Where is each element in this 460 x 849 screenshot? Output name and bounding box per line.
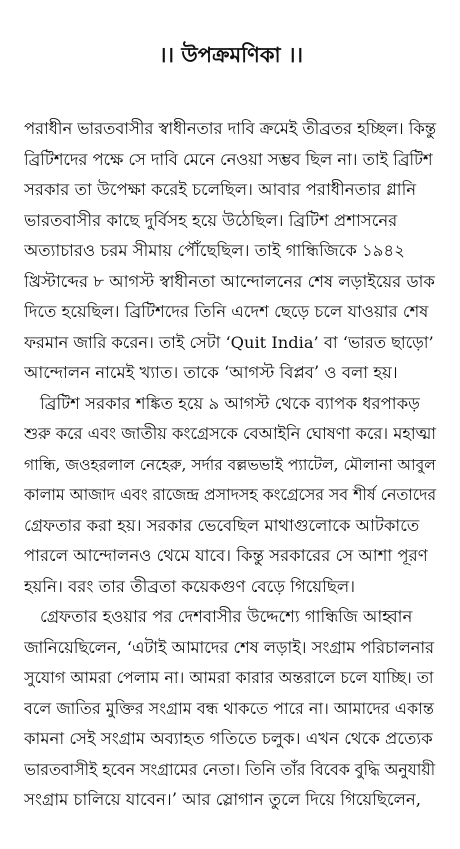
text-line: শুরু করে এবং জাতীয় কংগ্রেসকে বেআইনি ঘোষণা করে। মহাত্মা [24,424,436,443]
text-line: সংগ্রাম চালিয়ে যাবেন।’ আর স্লোগান তুলে দিয়ে গিয়েছিলেন, [24,790,421,809]
text-line: গ্রেফতার হওয়ার পর দেশবাসীর উদ্দেশ্যে গান্ধিজি আহ্বান [40,607,413,626]
text-line: জানিয়েছিলেন, ‘এটাই আমাদের শেষ লড়াই। সংগ্রাম পরিচালনার [24,637,434,657]
text-line: গান্ধি, জওহরলাল নেহেরু, সর্দার বল্লভভাই প্যাটেল, মৌলানা আবুল [24,455,436,474]
paragraph-1 [24,114,438,389]
text-line: আন্দোলন নামেই খ্যাত। তাকে ‘আগস্ট বিপ্লব’ ও বলা হয়। [24,363,398,382]
text-line: গ্রেফতার করা হয়। সরকার ভেবেছিল মাথাগুলোকে আটকাতে [24,515,420,535]
body-text [24,114,438,816]
text-line: কামনা সেই সংগ্রাম অব্যাহত গতিতে চলুক। এখন থেকে প্রত্যেক [24,729,433,748]
text-line: ফরমান জারি করেন। তাই সেটা ‘Quit India’ বা ‘ভারত ছাড়ো’ [24,332,434,352]
text-line: খ্রিস্টাব্দের ৮ আগস্ট স্বাধীনতা আন্দোলনের শেষ লড়াইয়ের ডাক [24,271,435,291]
text-line: পারলে আন্দোলনও থেমে যাবে। কিন্তু সরকারের সে আশা পূরণ [24,546,428,565]
text-line: অত্যাচারও চরম সীমায় পৌঁছেছিল। তাই গান্ধিজিকে ১৯৪২ [24,241,405,260]
text-line: কালাম আজাদ এবং রাজেন্দ্র প্রসাদসহ কংগ্রেসের সব শীর্ষ নেতাদের [24,485,437,504]
text-line: সুযোগ আমরা পেলাম না। আমরা কারার অন্তরালে চলে যাচ্ছি। তা [24,668,434,687]
paragraph-2 [24,389,438,603]
page-title: ।। উপক্রমণিকা ।। [159,42,303,67]
text-line: ভারতবাসীর কাছে দুর্বিসহ হয়ে উঠেছিল। ব্রিটিশ প্রশাসনের [24,210,398,230]
text-line: দিতে হয়েছিল। ব্রিটিশদের তিনি এদেশ ছেড়ে চলে যাওয়ার শেষ [24,302,429,321]
paragraph-3 [24,602,438,816]
text-line: সরকার তা উপেক্ষা করেই চলেছিল। আবার পরাধীনতার গ্লানি [24,180,417,199]
text-line: ব্রিটিশ সরকার শঙ্কিত হয়ে ৯ আগস্ট থেকে ব্যাপক ধরপাকড় [40,393,420,413]
text-line: বলে জাতির মুক্তির সংগ্রাম বন্ধ থাকতে পারে না। আমাদের একান্ত [24,698,434,718]
text-line: হয়নি। বরং তার তীব্রতা কয়েকগুণ বেড়ে গিয়েছিল। [24,576,356,596]
text-line: ভারতবাসীই হবেন সংগ্রামের নেতা। তিনি তাঁর বিবেক বুদ্ধি অনুযায়ী [24,759,436,779]
text-line: পরাধীন ভারতবাসীর স্বাধীনতার দাবি ক্রমেই তীব্রতর হচ্ছিল। কিন্তু [24,119,436,138]
text-line: ব্রিটিশদের পক্ষে সে দাবি মেনে নেওয়া সম্ভব ছিল না। তাই ব্রিটিশ [24,149,433,169]
